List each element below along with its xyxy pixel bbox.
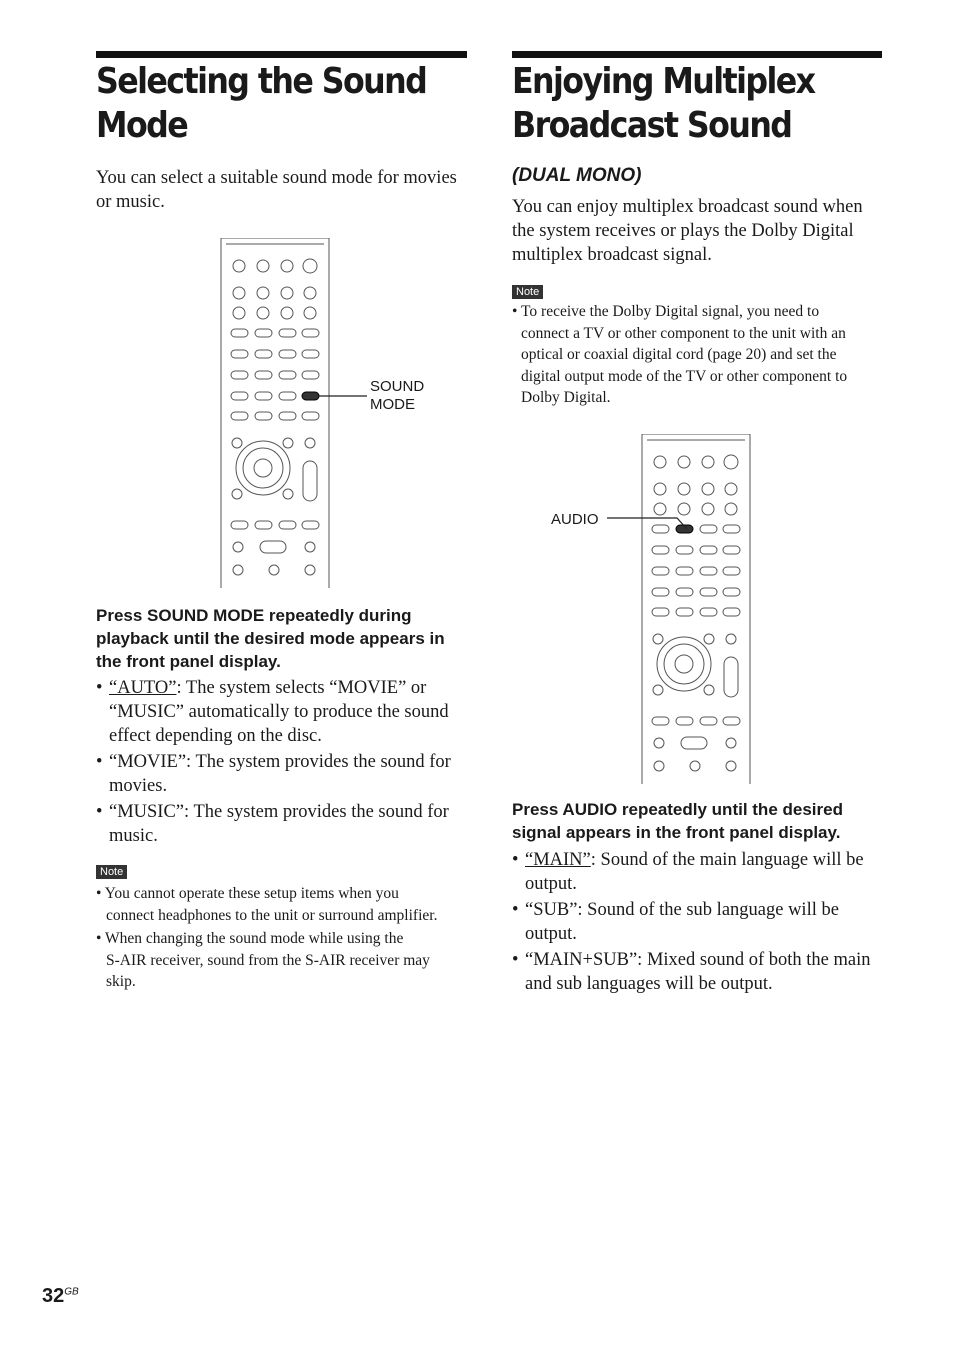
list-item: • “AUTO”: The system selects “MOVIE” or “MUSIC” automatically to produce the sound effect depending on the disc.: [96, 678, 449, 746]
list-item: • “MUSIC”: The system provides the sound for music.: [96, 802, 449, 846]
left-notes: [96, 883, 476, 993]
right-title-rule: [512, 51, 882, 58]
remote-control-illustration: [639, 434, 754, 784]
list-item: • “SUB”: Sound of the sub language will be output.: [512, 900, 839, 944]
page-number: $32^{GB}$: [42, 1285, 79, 1307]
list-item: • “MAIN+SUB”: Mixed sound of both the main and sub languages will be output.: [512, 950, 871, 994]
sound-mode-callout-label: SOUND MODE: [370, 378, 425, 413]
audio-callout-line: [607, 516, 687, 532]
left-bullet-list: [96, 676, 476, 848]
right-page-title: Enjoying Multiplex Broadcast Sound: [512, 61, 815, 146]
right-note-badge: Note: [512, 285, 543, 299]
left-page-title: Selecting the Sound Mode: [96, 61, 427, 146]
left-title-rule: [96, 51, 467, 58]
audio-callout-label: AUDIO: [551, 511, 599, 528]
right-note: • To receive the Dolby Digital signal, you need to connect a TV or other component to the unit with an optical or coaxial digital cord (page 20) and set the digital output mode of the TV or other component to Dolby Digital.: [512, 303, 848, 406]
right-bullet-list: [512, 848, 892, 996]
right-step-instruction: Press AUDIO repeatedly until the desired signal appears in the front panel display.: [512, 800, 843, 842]
list-item: • “MAIN”: Sound of the main language will be output.: [512, 850, 864, 894]
right-intro: You can enjoy multiplex broadcast sound when the system receives or plays the Dolby Digital multiplex broadcast signal.: [512, 197, 863, 265]
list-item: • “MOVIE”: The system provides the sound for movies.: [96, 752, 451, 796]
left-intro: You can select a suitable sound mode for movies or music.: [96, 168, 457, 212]
note-item: • You cannot operate these setup items when you connect headphones to the unit or surround amplifier.: [96, 885, 438, 924]
left-step-instruction: Press SOUND MODE repeatedly during playback until the desired mode appears in the front panel display.: [96, 606, 445, 671]
sound-mode-callout-line: [319, 395, 367, 397]
remote-control-illustration: [218, 238, 333, 588]
right-subtitle: (DUAL MONO): [512, 165, 642, 186]
note-item: • When changing the sound mode while using the S-AIR receiver, sound from the S-AIR receiver may skip.: [96, 930, 430, 990]
left-note-badge: Note: [96, 865, 127, 879]
